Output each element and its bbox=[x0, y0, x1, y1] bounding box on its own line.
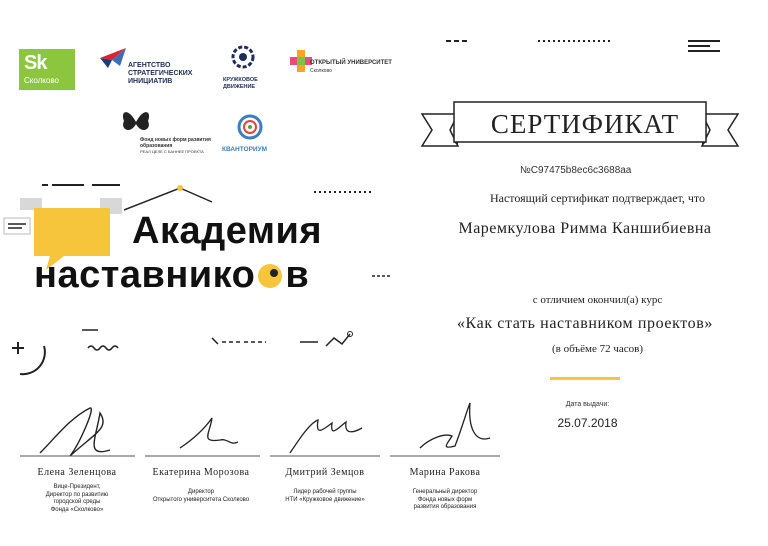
open-university-logo bbox=[290, 50, 392, 77]
signer-4-title-line: Фонда новых форм bbox=[417, 496, 473, 503]
signer-1-title bbox=[7, 484, 147, 514]
skolkovo-mark: Sk bbox=[24, 52, 47, 74]
signer-1-name: Елена Зеленцова bbox=[37, 467, 117, 478]
signer-2-title-line: Директор bbox=[187, 489, 215, 495]
course-name: «Как стать наставником проектов» bbox=[456, 315, 714, 332]
signer-1-title-line: городской среды bbox=[53, 499, 101, 505]
asi-arrow-icon bbox=[98, 46, 130, 70]
issue-date-label: Дата выдачи: bbox=[565, 401, 610, 408]
certificate-title: СЕРТИФИКАТ bbox=[490, 109, 680, 139]
academy-title-line2 bbox=[34, 254, 309, 297]
certificate-number: №C97475b8ec6c3688aa bbox=[520, 165, 632, 176]
fond-title: Фонд новых форм развития образования bbox=[140, 137, 211, 149]
skolkovo-logo bbox=[19, 49, 75, 90]
yellow-dot-icon bbox=[255, 261, 285, 291]
signer-1-title-line: Вице-Президент, bbox=[53, 484, 101, 490]
signer-2-name: Екатерина Морозова bbox=[152, 467, 250, 478]
academy-line2-end: в bbox=[285, 254, 310, 296]
skolkovo-name: Сколково bbox=[24, 76, 59, 85]
recipient-name: Маремкулова Римма Каншибиевна bbox=[458, 220, 712, 237]
signer-4-title-line: развития образования bbox=[413, 504, 477, 510]
academy-title-line1: Академия bbox=[132, 210, 322, 252]
signer-3-title-line: Лидер рабочей группы bbox=[293, 489, 357, 495]
signer-1-title-line: Фонда «Сколково» bbox=[50, 506, 104, 513]
signer-2-title bbox=[131, 489, 271, 504]
signer-4-title bbox=[375, 489, 515, 512]
signer-4-name: Марина Ракова bbox=[409, 467, 481, 478]
accent-line bbox=[550, 377, 620, 380]
signer-3-name: Дмитрий Земцов bbox=[285, 467, 365, 478]
kruzhok-text: КРУЖКОВОЕ ДВИЖЕНИЕ bbox=[223, 77, 258, 90]
open-university-sub: Сколково bbox=[310, 68, 332, 74]
course-intro: с отличием окончил(а) курс bbox=[532, 294, 663, 306]
signer-1-title-line: Директор по развитию bbox=[45, 491, 109, 498]
fond-sub: РЕАЛ ЦЕЛЕ С БАННЕЕ ПРОЕКТА bbox=[140, 149, 204, 154]
academy-line2-text: наставнико bbox=[34, 254, 256, 296]
kruzhok-logo bbox=[223, 42, 267, 91]
open-university-icon bbox=[290, 50, 312, 72]
certificate-confirms: Настоящий сертификат подтверждает, что bbox=[489, 191, 706, 205]
butterfly-icon bbox=[120, 107, 152, 137]
signer-4-title-line: Генеральный директор bbox=[412, 489, 478, 495]
asi-logo bbox=[98, 46, 193, 85]
asi-text: АГЕНТСТВО СТРАТЕГИЧЕСКИХ ИНИЦИАТИВ bbox=[128, 62, 193, 85]
open-university-title: ОТКРЫТЫЙ УНИВЕРСИТЕТ bbox=[310, 60, 392, 66]
signature-area bbox=[0, 398, 520, 463]
signer-2-title-line: Открытого университета Сколково bbox=[152, 496, 250, 503]
kvantorium-logo bbox=[222, 113, 280, 154]
kvantorium-text: КВАНТОРИУМ bbox=[222, 146, 268, 153]
kruzhok-emblem-icon bbox=[228, 42, 258, 72]
course-hours: (в объёме 72 часов) bbox=[552, 343, 643, 355]
fond-logo bbox=[120, 107, 211, 154]
issue-date: 25.07.2018 bbox=[557, 416, 618, 430]
decor-top-right bbox=[440, 34, 730, 56]
signer-3-title-line: НТИ «Кружковое движение» bbox=[285, 496, 365, 503]
signer-3-title bbox=[255, 489, 395, 504]
kvantorium-emblem-icon bbox=[236, 113, 264, 141]
